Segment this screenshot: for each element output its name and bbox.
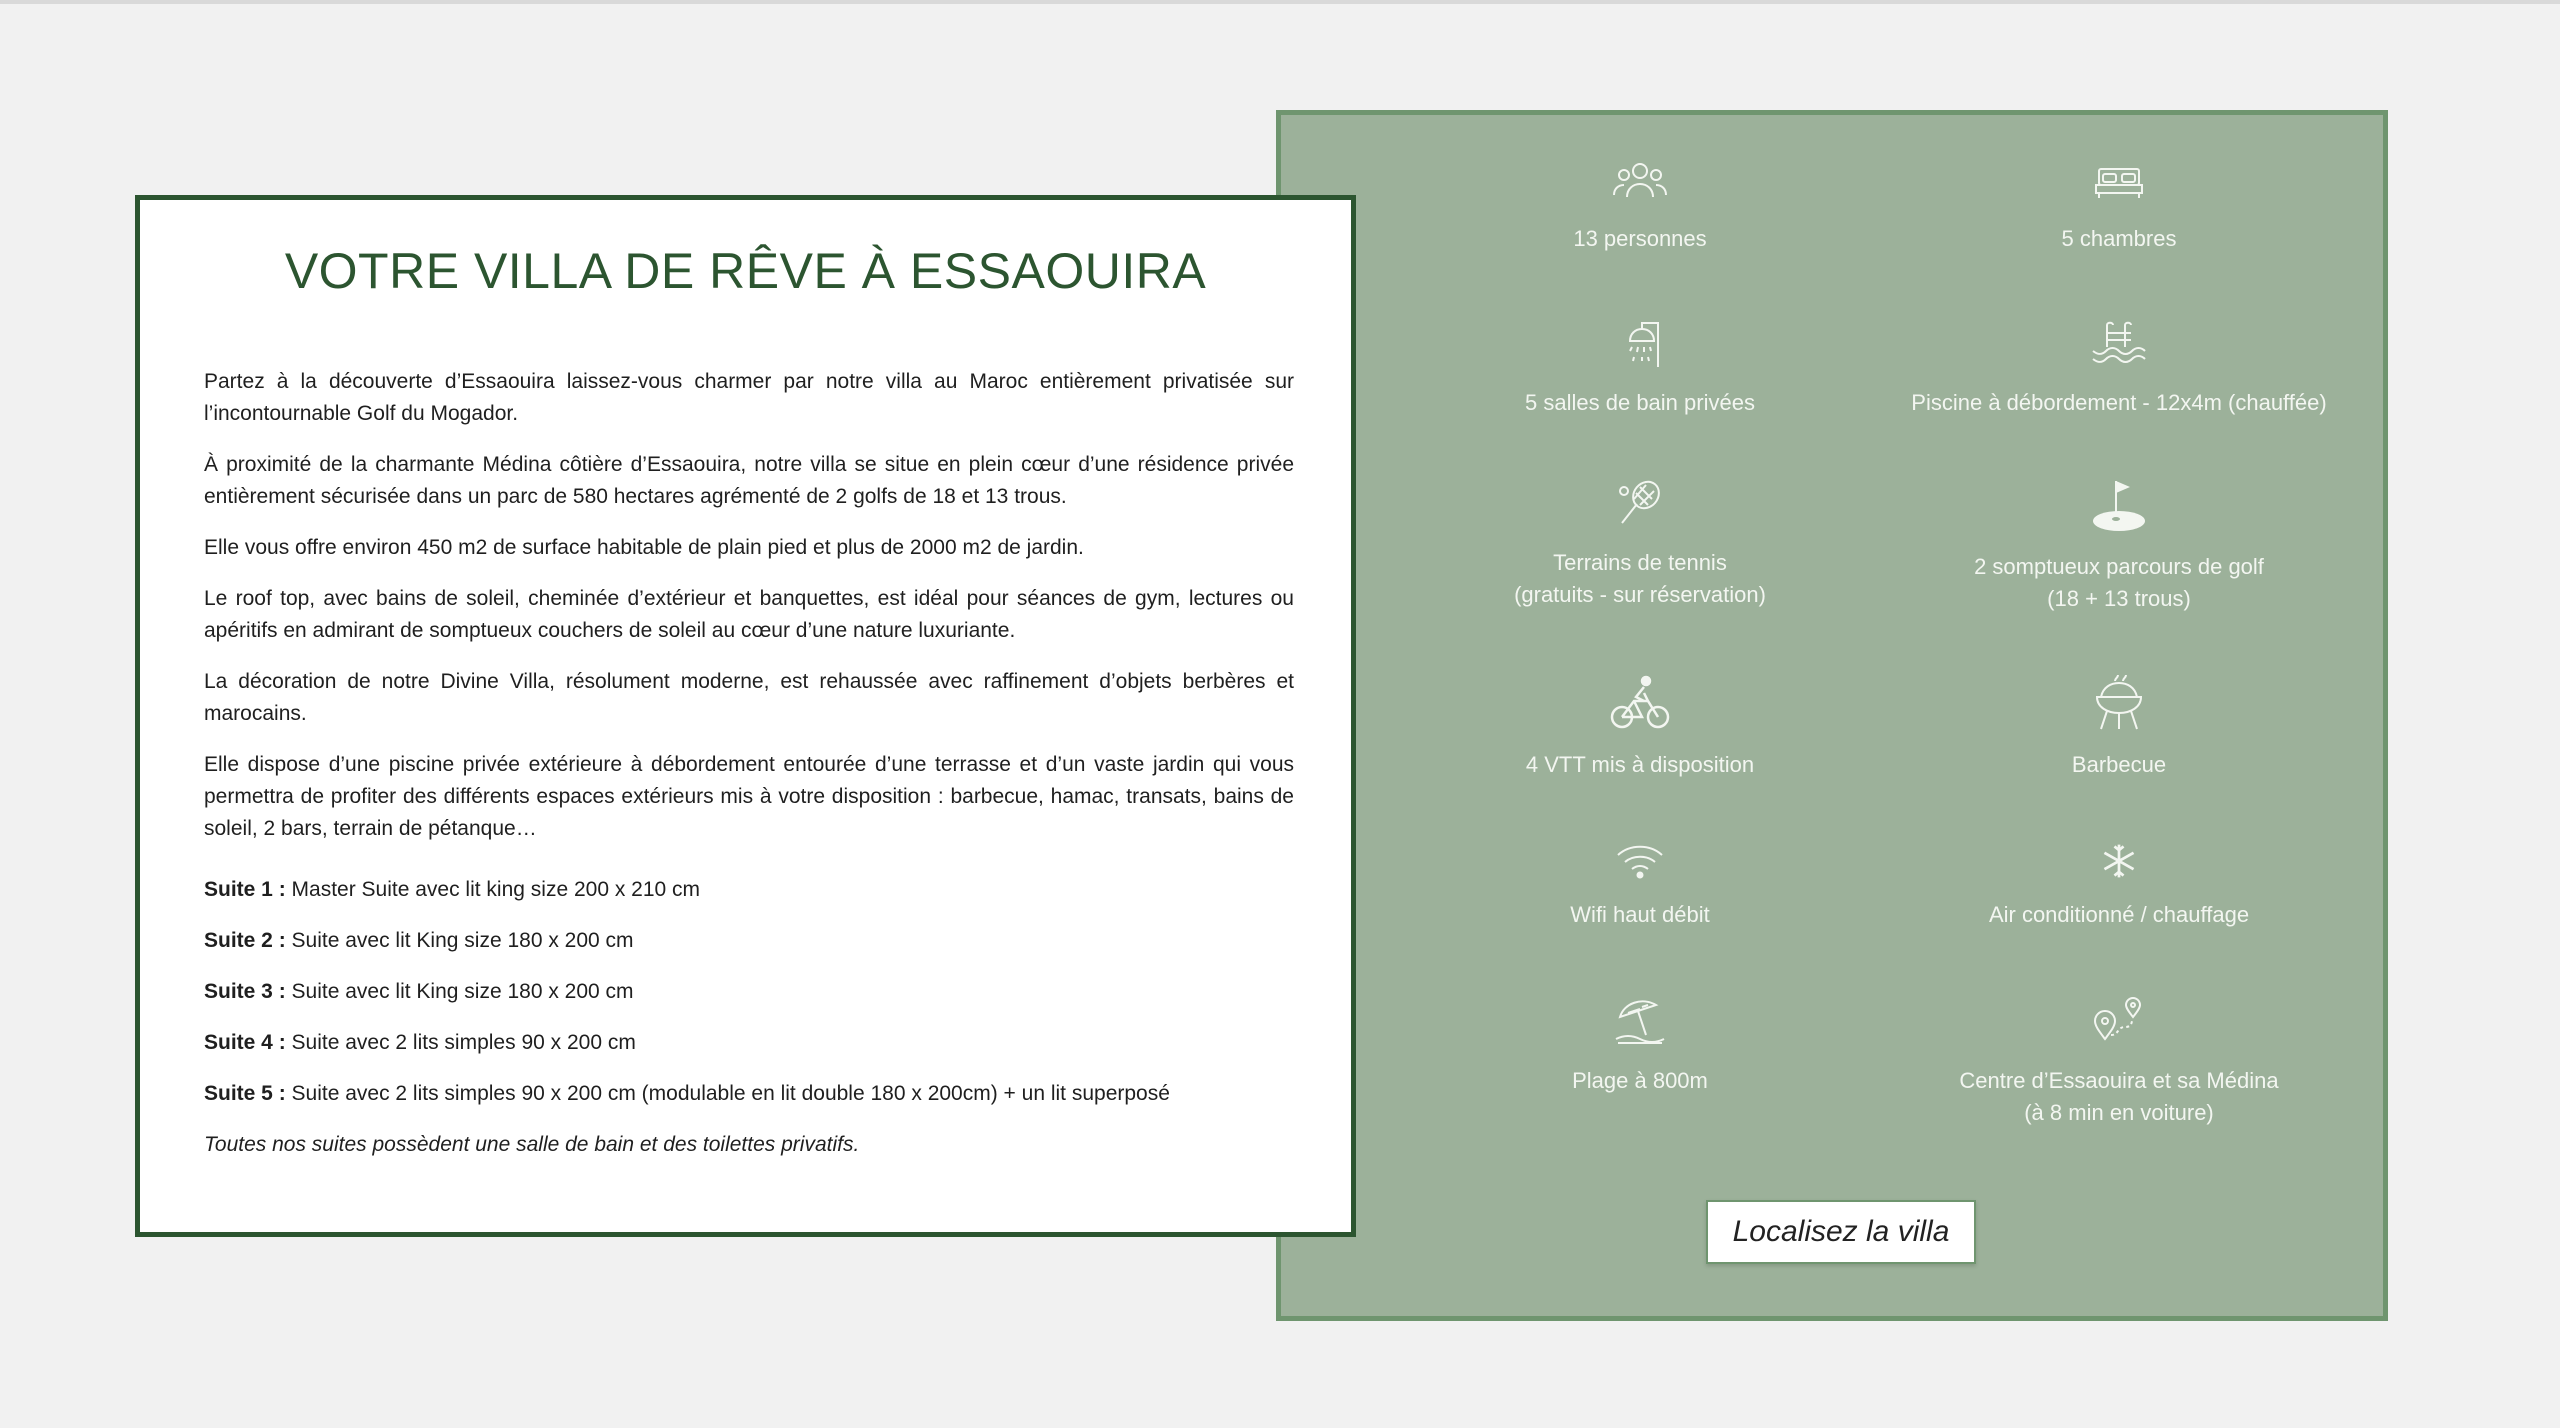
- amenity-label: 2 somptueux parcours de golf (18 + 13 trous): [1974, 554, 2264, 611]
- barbecue-icon: [2091, 673, 2147, 731]
- amenity-label: 5 chambres: [2061, 226, 2177, 251]
- villa-description: [204, 366, 1294, 1180]
- wifi-icon: [1614, 841, 1666, 881]
- suite-item: [204, 874, 1294, 906]
- amenity-label: Plage à 800m: [1572, 1068, 1708, 1093]
- amenity-label: Terrains de tennis (gratuits - sur réservation): [1514, 550, 1766, 607]
- map-pin-icon: [2091, 995, 2147, 1047]
- paragraph: À proximité de la charmante Médina côtière d’Essaouira, notre villa se situe en plein cœur d’une résidence privée entièrement sécurisée dans un parc de 580 hectares agrémenté de 2 golfs de 18 et 13 trous.: [204, 453, 1294, 508]
- paragraph: La décoration de notre Divine Villa, résolument moderne, est rehaussée avec raffinement d’objets berbères et marocains.: [204, 670, 1294, 725]
- shower-icon: [1612, 317, 1668, 369]
- snowflake-icon: [2097, 841, 2141, 881]
- paragraph: Elle vous offre environ 450 m2 de surface habitable de plain pied et plus de 2000 m2 de jardin.: [204, 536, 1084, 559]
- amenity-label: Air conditionné / chauffage: [1988, 902, 2250, 927]
- paragraph: Le roof top, avec bains de soleil, cheminée d’extérieur et banquettes, est idéal pour séances de gym, lectures ou apéritifs en admirant de somptueux couchers de soleil au cœur d’une nature luxuriante.: [204, 587, 1294, 642]
- suite-desc: Suite avec lit King size 180 x 200 cm: [285, 980, 634, 1003]
- suite-desc: Suite avec 2 lits simples 90 x 200 cm: [285, 1031, 636, 1054]
- suite-item: [204, 925, 1294, 957]
- suite-name: Suite 4 :: [204, 1031, 286, 1054]
- amenity-label: Barbecue: [2071, 752, 2167, 777]
- villa-title: VOTRE VILLA DE RÊVE À ESSAOUIRA: [284, 243, 1207, 299]
- amenity-golf: [1879, 477, 2359, 615]
- amenity-label: 4 VTT mis à disposition: [1525, 752, 1755, 777]
- suite-item: [204, 1078, 1294, 1110]
- suite-item: [204, 976, 1294, 1008]
- amenity-barbecue: [1879, 673, 2359, 781]
- amenity-label: Wifi haut débit: [1570, 902, 1710, 927]
- suite-name: Suite 3 :: [204, 980, 286, 1003]
- suite-name: Suite 1 :: [204, 878, 286, 901]
- suite-name: Suite 2 :: [204, 929, 286, 952]
- suites-note: Toutes nos suites possèdent une salle de bain et des toilettes privatifs.: [204, 1133, 860, 1156]
- tennis-icon: [1612, 477, 1668, 529]
- pool-icon: [2089, 317, 2149, 369]
- top-divider: [0, 0, 2560, 4]
- bed-icon: [2091, 157, 2147, 205]
- amenity-bedrooms: [1879, 157, 2359, 255]
- amenity-bikes: [1400, 673, 1880, 781]
- paragraph: Partez à la découverte d’Essaouira laissez-vous charmer par notre villa au Maroc entièrement privatisée sur l’incontournable Golf du Mogador.: [204, 370, 1294, 425]
- suite-name: Suite 5 :: [204, 1082, 286, 1105]
- amenity-wifi: [1400, 841, 1880, 931]
- amenity-pool: [1879, 317, 2359, 419]
- amenity-tennis: [1400, 477, 1880, 611]
- golf-icon: [2089, 477, 2149, 533]
- amenity-air-conditioning: [1879, 841, 2359, 931]
- amenity-bathrooms: [1400, 317, 1880, 419]
- suite-desc: Suite avec lit King size 180 x 200 cm: [285, 929, 634, 952]
- beach-icon: [1612, 995, 1668, 1047]
- amenity-beach: [1400, 995, 1880, 1097]
- amenities-panel: [1276, 110, 2388, 1321]
- people-icon: [1612, 157, 1668, 205]
- amenity-label: Piscine à débordement - 12x4m (chauffée): [1911, 390, 2327, 415]
- amenity-medina: [1879, 995, 2359, 1129]
- villa-description-card: [135, 195, 1356, 1237]
- suite-item: [204, 1027, 1294, 1059]
- amenity-people: [1400, 157, 1880, 255]
- amenity-label: 5 salles de bain privées: [1525, 390, 1755, 415]
- suite-desc: Suite avec 2 lits simples 90 x 200 cm (modulable en lit double 180 x 200cm) + un lit superposé: [285, 1082, 1170, 1105]
- amenity-label: 13 personnes: [1573, 226, 1707, 251]
- amenity-label: Centre d’Essaouira et sa Médina (à 8 min en voiture): [1959, 1068, 2279, 1125]
- paragraph: Elle dispose d’une piscine privée extérieure à débordement entourée d’une terrasse et d’un vaste jardin qui vous permettra de profiter des différents espaces extérieurs mis à votre disposition : barbecue, hamac, transats, bains de soleil, 2 bars, terrain de pétanque…: [204, 753, 1294, 840]
- suite-desc: Master Suite avec lit king size 200 x 210 cm: [285, 878, 701, 901]
- bike-icon: [1608, 673, 1672, 731]
- locate-villa-button[interactable]: Localisez la villa: [1706, 1200, 1976, 1264]
